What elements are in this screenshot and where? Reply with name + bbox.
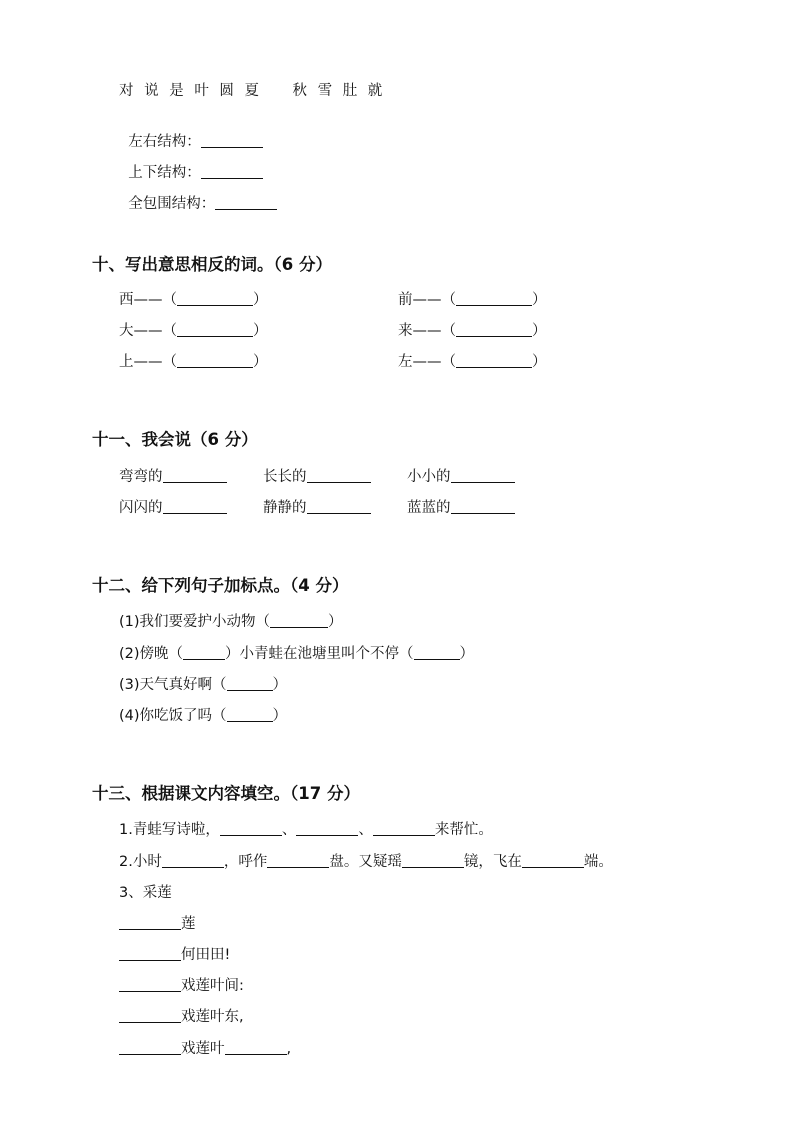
text: 、	[358, 822, 373, 838]
enclosure-structure	[119, 177, 277, 213]
phrase-item	[119, 499, 227, 517]
poem-line	[119, 1008, 244, 1026]
phrase-item	[263, 468, 371, 486]
bracket: ）	[272, 708, 288, 724]
bracket: ）	[272, 677, 288, 693]
answer-blank[interactable]	[177, 291, 253, 306]
text: 莲	[181, 916, 196, 932]
char-list: 对 说 是 叶 圆 夏 秋 雪 肚 就	[119, 83, 386, 99]
text: 戏莲叶	[181, 1041, 225, 1057]
word: 上——（	[119, 354, 177, 370]
text: 来帮忙。	[434, 822, 493, 838]
text: 何田田!	[181, 947, 231, 963]
text: 戏莲叶间:	[181, 978, 244, 994]
answer-blank[interactable]	[270, 613, 328, 628]
answer-blank[interactable]	[414, 645, 460, 660]
phrase: 蓝蓝的	[407, 500, 451, 516]
answer-blank[interactable]	[456, 322, 532, 337]
answer-blank[interactable]	[183, 645, 225, 660]
answer-blank[interactable]	[307, 499, 371, 514]
answer-blank[interactable]	[119, 915, 181, 930]
answer-blank[interactable]	[177, 322, 253, 337]
phrase-item	[119, 468, 227, 486]
answer-blank[interactable]	[296, 821, 358, 836]
antonym-item	[119, 322, 268, 340]
poem-line	[119, 1040, 291, 1058]
answer-blank[interactable]	[220, 821, 282, 836]
poem-line	[119, 915, 196, 933]
text: 、	[281, 822, 297, 838]
answer-blank[interactable]	[451, 499, 515, 514]
phrase-item	[407, 499, 515, 517]
answer-blank[interactable]	[522, 853, 584, 868]
phrase: 静静的	[263, 500, 307, 516]
phrase: 弯弯的	[119, 469, 163, 485]
bracket: ）	[253, 292, 268, 308]
sentence-item	[119, 707, 287, 725]
sentence: (1)我们要爱护小动物（	[119, 614, 271, 630]
phrase-item	[263, 499, 371, 517]
section-10-title: 十、写出意思相反的词。（6 分）	[92, 255, 332, 274]
word: 左——（	[398, 354, 456, 370]
sentence-item	[119, 645, 474, 663]
fill-item-3-title: 3、采莲	[119, 885, 172, 901]
section-12-title: 十二、给下列句子加标点。（4 分）	[92, 576, 349, 595]
answer-blank[interactable]	[215, 195, 277, 210]
phrase: 长长的	[263, 469, 307, 485]
sentence: (4)你吃饭了吗（	[119, 708, 227, 724]
answer-blank[interactable]	[267, 853, 329, 868]
bracket: ）	[532, 292, 547, 308]
label: 左右结构：	[128, 134, 201, 150]
word: 西——（	[119, 292, 177, 308]
text: 戏莲叶东,	[181, 1009, 244, 1025]
answer-blank[interactable]	[451, 468, 515, 483]
label: 全包围结构：	[128, 196, 216, 212]
section-11-title: 十一、我会说（6 分）	[92, 430, 258, 449]
sentence-item	[119, 613, 343, 631]
answer-blank[interactable]	[162, 853, 224, 868]
text: ，呼作	[223, 854, 268, 870]
section-13-title: 十三、根据课文内容填空。（17 分）	[92, 784, 360, 803]
answer-blank[interactable]	[456, 291, 532, 306]
text: 盘。又疑瑶	[329, 854, 402, 870]
text: 2.小时	[119, 854, 162, 870]
text: 镜，飞在	[463, 854, 522, 870]
bracket: ）	[532, 354, 547, 370]
poem-line	[119, 977, 244, 995]
bracket: ）	[253, 323, 268, 339]
answer-blank[interactable]	[307, 468, 371, 483]
answer-blank[interactable]	[163, 468, 227, 483]
phrase: 小小的	[407, 469, 451, 485]
antonym-item	[398, 322, 547, 340]
fill-item-2	[119, 853, 613, 871]
word: 前——（	[398, 292, 456, 308]
answer-blank[interactable]	[227, 676, 273, 691]
label: 上下结构：	[128, 165, 201, 181]
phrase: 闪闪的	[119, 500, 163, 516]
answer-blank[interactable]	[227, 707, 273, 722]
bracket: ）	[532, 323, 547, 339]
answer-blank[interactable]	[163, 499, 227, 514]
text: 1.青蛙写诗啦，	[119, 822, 220, 838]
answer-blank[interactable]	[119, 977, 181, 992]
answer-blank[interactable]	[402, 853, 464, 868]
antonym-item	[119, 291, 268, 309]
answer-blank[interactable]	[456, 353, 532, 368]
antonym-item	[119, 353, 268, 371]
bracket: ）	[328, 614, 343, 630]
answer-blank[interactable]	[373, 821, 435, 836]
poem-line	[119, 946, 230, 964]
antonym-item	[398, 291, 547, 309]
answer-blank[interactable]	[119, 1040, 181, 1055]
antonym-item	[398, 353, 547, 371]
text: 端。	[583, 854, 613, 870]
phrase-item	[407, 468, 515, 486]
answer-blank[interactable]	[177, 353, 253, 368]
fill-item-1	[119, 821, 493, 839]
word: 来——（	[398, 323, 456, 339]
word: 大——（	[119, 323, 177, 339]
answer-blank[interactable]	[119, 946, 181, 961]
answer-blank[interactable]	[119, 1008, 181, 1023]
sentence: ）小青蛙在池塘里叫个不停（	[225, 646, 414, 662]
sentence: (2)傍晚（	[119, 646, 184, 662]
bracket: ）	[459, 646, 475, 662]
text: ,	[286, 1041, 292, 1057]
answer-blank[interactable]	[225, 1040, 287, 1055]
bracket: ）	[253, 354, 268, 370]
sentence-item	[119, 676, 287, 694]
sentence: (3)天气真好啊（	[119, 677, 227, 693]
